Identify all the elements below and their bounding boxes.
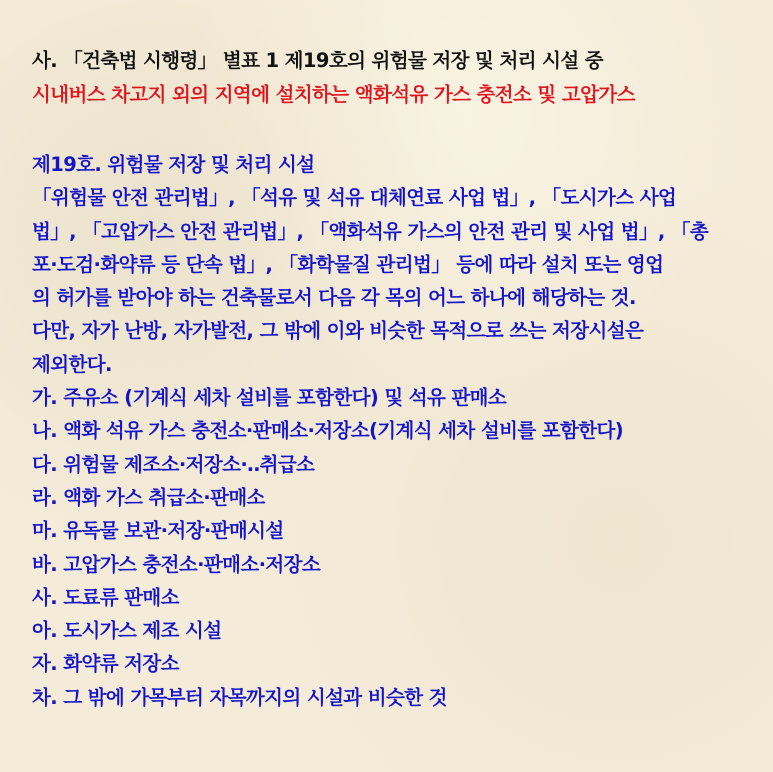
body-text <box>32 148 752 714</box>
list-item-na: 나. 액화 석유 가스 충전소·판매소·저장소(기계식 세차 설비를 포함한다) <box>32 419 624 443</box>
body-line: 법」, 「고압가스 안전 관리법」, 「액화석유 가스의 안전 관리 및 사업 법」, 「총 <box>32 219 709 243</box>
body-line: 제외한다. <box>32 352 112 376</box>
header-title-line-2: 시내버스 차고지 외의 지역에 설치하는 액화석유 가스 충전소 및 고압가스 <box>32 82 635 106</box>
list-item-ra: 라. 액화 가스 취급소·판매소 <box>32 485 265 509</box>
document-page <box>32 44 752 714</box>
body-line-heading: 제19호. 위험물 저장 및 처리 시설 <box>32 153 315 176</box>
section-spacer <box>32 111 752 148</box>
list-item-ga: 가. 주유소 (기계식 세차 설비를 포함한다) 및 석유 판매소 <box>32 386 507 410</box>
header-title-line-1: 사. 「건축법 시행령」 별표 1 제19호의 위험물 저장 및 처리 시설 중 <box>32 49 604 72</box>
list-item-ja: 자. 화약류 저장소 <box>32 652 179 676</box>
body-line: 포·도검·화약류 등 단속 법」, 「화학물질 관리법」 등에 따라 설치 또는 영업 <box>32 252 664 276</box>
list-item-ba: 바. 고압가스 충전소·판매소·저장소 <box>32 552 321 576</box>
list-item-da: 다. 위험물 제조소·저장소·‥취급소 <box>32 452 315 476</box>
list-item-sa: 사. 도료류 판매소 <box>32 585 179 609</box>
body-line: 「위험물 안전 관리법」, 「석유 및 석유 대체연료 사업 법」, 「도시가스 사업 <box>32 186 677 210</box>
body-line: 의 허가를 받아야 하는 건축물로서 다음 각 목의 어느 하나에 해당하는 것. <box>32 286 636 310</box>
list-item-a: 아. 도시가스 제조 시설 <box>32 619 222 643</box>
body-line: 다만, 자가 난방, 자가발전, 그 밖에 이와 비슷한 목적으로 쓰는 저장시설은 <box>32 319 644 343</box>
list-item-ma: 마. 유독물 보관·저장·판매시설 <box>32 519 284 543</box>
list-item-cha: 차. 그 밖에 가목부터 자목까지의 시설과 비슷한 것 <box>32 685 447 709</box>
